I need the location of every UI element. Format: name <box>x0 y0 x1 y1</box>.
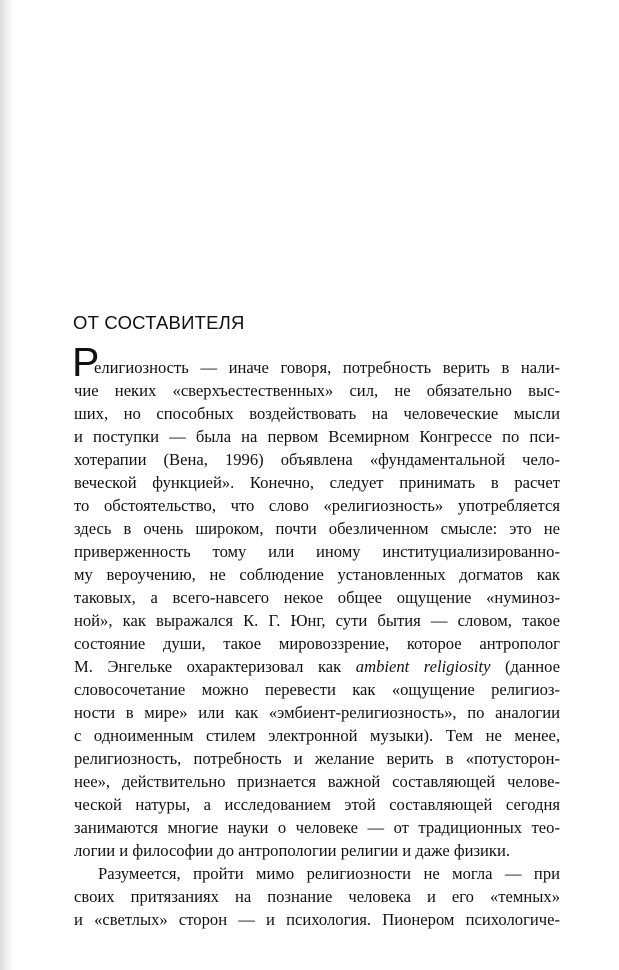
text-line: религиозность, потребность и желание верить в «потусторон- <box>74 749 560 768</box>
text-line: словосочетание можно перевести как «ощущение религиоз- <box>74 680 560 699</box>
text-line: то обстоятельство, что слово «религиозность» употребляется <box>74 496 560 515</box>
first-line <box>72 339 560 385</box>
text-line: му вероучению, не соблюдение установленных догматов как <box>74 565 560 584</box>
italic-term: ambient religiosity <box>355 657 491 676</box>
text-line: состояние души, такое мировоззрение, которое антрополог <box>74 634 560 653</box>
text-line: ших, но способных воздействовать на человеческие мысли <box>74 404 560 423</box>
page-edge-shadow <box>0 0 14 970</box>
text-line: чие неких «сверхъестественных» сил, не обязательно выс- <box>74 381 560 400</box>
text-line: с одноименным стилем электронной музыки). Тем не менее, <box>74 726 560 745</box>
text-line: логии и философии до антропологии религии и даже физики. <box>74 841 510 860</box>
text-line: приверженность тому или иному институциализированно- <box>74 542 560 561</box>
drop-cap: Р <box>72 339 100 385</box>
text-line: здесь в очень широком, почти обезличенном смысле: это не <box>74 519 560 538</box>
text-line: ности в мире» или как «эмбиент-религиозность», по аналогии <box>74 703 560 722</box>
text-fragment: (данное <box>490 657 560 676</box>
text-line: ной», как выражался К. Г. Юнг, сути бытия — словом, такое <box>74 611 560 630</box>
section-heading: ОТ СОСТАВИТЕЛЯ <box>73 312 245 333</box>
text-line: и поступки — была на первом Всемирном Конгрессе по пси- <box>74 427 560 446</box>
text-line: хотерапии (Вена, 1996) объявлена «фундаментальной чело- <box>74 450 560 469</box>
text-line: занимаются многие науки о человеке — от традиционных тео- <box>74 818 560 837</box>
text-line: ческой натуры, а исследованием этой составляющей сегодня <box>74 795 560 814</box>
body-text <box>72 339 560 931</box>
text-line: таковых, а всего-навсего некое общее ощущение «нуминоз- <box>74 588 560 607</box>
paragraph-2-line: своих притязаниях на познание человека и его «темных» <box>74 887 560 906</box>
paragraph-2-line: Разумеется, пройти мимо религиозности не могла — при <box>98 864 560 883</box>
paragraph-2-line: и «светлых» сторон — и психология. Пионером психологиче- <box>74 910 560 929</box>
text-line: нее», действительно признается важной составляющей челове- <box>74 772 560 791</box>
text-line-with-italic <box>74 655 560 678</box>
text-line: веческой функцией». Конечно, следует принимать в расчет <box>74 473 560 492</box>
first-line-text: елигиозность — иначе говоря, потребность верить в нали- <box>94 358 560 377</box>
text-fragment: М. Энгельке охарактеризовал как <box>74 657 356 676</box>
